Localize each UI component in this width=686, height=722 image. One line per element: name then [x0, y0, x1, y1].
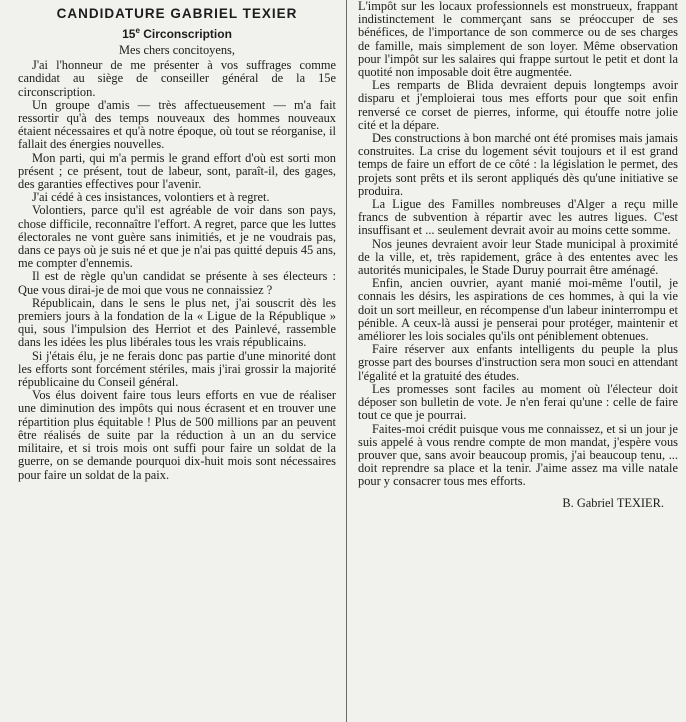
paragraph: Nos jeunes devraient avoir leur Stade municipal à proximité de la ville, et, très rapidement, grâce à des ententes avec les autorités municipales, le Stade Duruy pourrait être aménagé.	[358, 236, 678, 278]
paragraph: Enfin, ancien ouvrier, ayant manié moi-même l'outil, je connais les désirs, les aspirations de ces hommes, à qui la vie doit un sort meilleur, en récompense d'un labeur ininterrompu et pénible. A ceux-là aussi je penserai pour protéger, maintenir et améliorer les lois sociales qu'ils ont péniblement obtenues.	[358, 276, 678, 344]
subtitle-suffix: e	[135, 26, 140, 35]
paragraph: Il est de règle qu'un candidat se présente à ses électeurs : Que vous dirai-je de moi que vous ne connaissiez ?	[18, 269, 336, 297]
subtitle-number: 15	[122, 27, 136, 41]
paragraph: Les remparts de Blida devraient depuis longtemps avoir disparu et j'emploierai tous mes efforts pour que soit enfin renversé ce corset de pierres, informe, qui étouffe notre jolie cité et la dépare.	[358, 78, 678, 132]
paragraph: J'ai l'honneur de me présenter à vos suffrages comme candidat au siège de conseiller général de la 15e circonscription.	[18, 58, 336, 99]
paragraph: J'ai cédé à ces insistances, volontiers et à regret.	[32, 190, 270, 205]
paragraph: L'impôt sur les locaux professionnels est monstrueux, frappant indistinctement le commerçant sans se préoccuper de ses bénéfices, de l'importance de son commerce ou de ses charges de famille, mais simplement de son loyer. Même observation pour l'impôt sur les salaires qui frappe surtout le petit et dont la quotité non imposable doit être augmentée.	[358, 0, 678, 80]
article-title: CANDIDATURE GABRIEL TEXIER	[56, 6, 298, 21]
paragraph: Les promesses sont faciles au moment où l'électeur doit déposer son bulletin de vote. Je n'en ferai qu'une : celle de faire tout ce que je pourrai.	[358, 381, 678, 423]
paragraph: La Ligue des Familles nombreuses d'Alger a reçu mille francs de subvention à répartir avec les autres ligues. C'est insuffisant et ... seulement devrait avoir au moins cette somme.	[358, 197, 678, 238]
salutation: Mes chers concitoyens,	[119, 43, 235, 57]
paragraph: Faire réserver aux enfants intelligents du peuple la plus grosse part des bourses d'instruction sera mon souci en attendant l'égalité et la gratuité des études.	[358, 342, 678, 383]
paragraph: Vos élus doivent faire tous leurs efforts en vue de réaliser une diminution des impôts qui nous écrasent et en trouver une répartition plus équitable ! Plus de 500 millions par an peuvent être réalisés de suite par la réduction à un an du service militaire, et si trois mois ont suffi pour faire un soldat de la guerre, on se demande pourquoi dix-huit mois sont nécessaires pour faire un soldat de la paix.	[18, 388, 336, 482]
paragraph: Faites-moi crédit puisque vous me connaissez, et si un jour je suis appelé à vous rendre compte de mon mandat, j'espère vous prouver que, sans avoir beaucoup promis, j'ai beaucoup tenu, ... doit reprendre sa place et la tenir. J'aime assez ma ville natale pour y consacrer tous mes efforts.	[358, 421, 678, 489]
paragraph: Des constructions à bon marché ont été promises mais jamais construites. La crise du logement sévit toujours et il est grand temps de faire un effort de ce côté : la législation le permet, des projets sont prêts et ils seront appliqués dès qu'une initiative se produira.	[358, 131, 678, 198]
blank-area	[0, 648, 340, 722]
paragraph: Républicain, dans le sens le plus net, j'ai souscrit dès les premiers jours à la fondation de la « Ligue de la République » qui, sous l'impulsion des Herriot et des Painlevé, rassemble dans les idées les plus libérales tous les vrais républicains.	[18, 295, 336, 350]
left-column	[18, 0, 336, 482]
paragraph: Un groupe d'amis — très affectueusement — m'a fait ressortir qu'à des temps nouveaux des hommes nouveaux étaient nécessaires et qu'à notre époque, où tout se réorganise, il fallait des énergies nouvelles.	[18, 97, 336, 152]
signature: B. Gabriel TEXIER.	[562, 495, 664, 510]
paragraph: Si j'étais élu, je ne ferais donc pas partie d'une minorité dont les efforts sont forcément stériles, mais j'irai grossir la majorité républicaine du Conseil général.	[18, 348, 336, 390]
paragraph: Mon parti, qui m'a permis le grand effort d'où est sorti mon présent ; ce présent, tout de labeur, sont, paraît-il, des gages, des garanties effectives pour l'avenir.	[18, 150, 336, 192]
right-column	[358, 0, 678, 510]
paragraph: Volontiers, parce qu'il est agréable de voir dans son pays, chose difficile, reconnaître l'effort. A regret, parce que les luttes électorales ne vont guère sans inimitiés, et je ne voudrais pas, dans ce pays où je suis né et que je n'ai pas quitté depuis 45 ans, me compter d'ennemis.	[18, 203, 336, 271]
subtitle-text: Circonscription	[139, 27, 232, 41]
column-divider	[346, 0, 347, 722]
article-subtitle	[18, 24, 336, 41]
